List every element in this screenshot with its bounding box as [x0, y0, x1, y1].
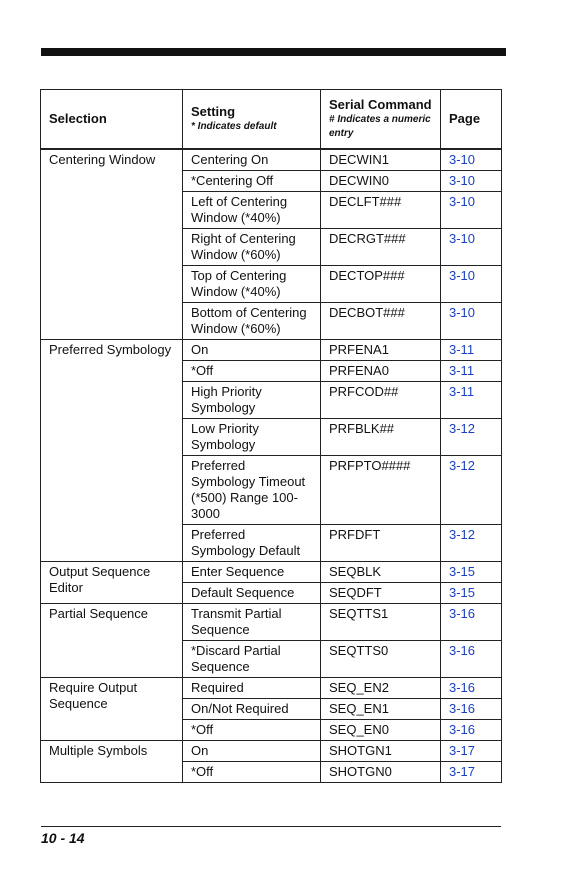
serial-command-table [40, 89, 502, 783]
page-link[interactable]: 3-11 [441, 361, 502, 382]
setting-cell: Preferred Symbology Timeout (*500) Range 100-3000 [183, 456, 321, 525]
setting-cell: Top of Centering Window (*40%) [183, 266, 321, 303]
header-selection [41, 90, 183, 150]
serial-command-cell: PRFCOD## [321, 382, 441, 419]
page-link[interactable]: 3-16 [441, 641, 502, 678]
selection-cell: Require Output Sequence [41, 678, 183, 741]
header-page [441, 90, 502, 150]
table-row [41, 562, 502, 583]
setting-cell: *Off [183, 762, 321, 783]
setting-cell: Transmit Partial Sequence [183, 604, 321, 641]
selection-cell: Partial Sequence [41, 604, 183, 678]
serial-command-cell: PRFPTO#### [321, 456, 441, 525]
selection-cell: Multiple Symbols [41, 741, 183, 783]
page-link[interactable]: 3-17 [441, 762, 502, 783]
serial-command-cell: PRFENA0 [321, 361, 441, 382]
page-link[interactable]: 3-15 [441, 583, 502, 604]
setting-cell: *Off [183, 361, 321, 382]
table-row [41, 340, 502, 361]
header-setting-note: * Indicates default [191, 121, 277, 132]
page-link[interactable]: 3-12 [441, 419, 502, 456]
header-serial-command-label: Serial Command [329, 97, 432, 112]
setting-cell: On [183, 340, 321, 361]
header-setting [183, 90, 321, 150]
header-serial-command [321, 90, 441, 150]
serial-command-cell: SEQDFT [321, 583, 441, 604]
setting-cell: Low Priority Symbology [183, 419, 321, 456]
setting-cell: Default Sequence [183, 583, 321, 604]
page-link[interactable]: 3-16 [441, 604, 502, 641]
setting-cell: On/Not Required [183, 699, 321, 720]
selection-cell: Centering Window [41, 149, 183, 340]
header-serial-note: # Indicates a numeric entry [329, 114, 431, 139]
table-header-row [41, 90, 502, 150]
page-link[interactable]: 3-10 [441, 303, 502, 340]
serial-command-cell: PRFBLK## [321, 419, 441, 456]
page-link[interactable]: 3-10 [441, 171, 502, 192]
page-link[interactable]: 3-10 [441, 192, 502, 229]
top-rule [41, 48, 506, 56]
table-row [41, 149, 502, 171]
page-link[interactable]: 3-16 [441, 720, 502, 741]
serial-command-cell: DECWIN0 [321, 171, 441, 192]
setting-cell: Required [183, 678, 321, 699]
serial-command-cell: DECBOT### [321, 303, 441, 340]
serial-command-cell: DECRGT### [321, 229, 441, 266]
page-link[interactable]: 3-10 [441, 266, 502, 303]
table-row [41, 678, 502, 699]
serial-command-cell: SHOTGN0 [321, 762, 441, 783]
page-link[interactable]: 3-12 [441, 456, 502, 525]
setting-cell: *Off [183, 720, 321, 741]
page-link[interactable]: 3-11 [441, 340, 502, 361]
serial-command-cell: PRFDFT [321, 525, 441, 562]
bottom-rule [41, 826, 501, 827]
page-link[interactable]: 3-10 [441, 229, 502, 266]
header-setting-label: Setting [191, 104, 236, 119]
serial-command-cell: SEQTTS1 [321, 604, 441, 641]
selection-cell: Preferred Symbology [41, 340, 183, 562]
serial-command-cell: SEQ_EN1 [321, 699, 441, 720]
table-row [41, 604, 502, 641]
serial-command-cell: SEQTTS0 [321, 641, 441, 678]
page-link[interactable]: 3-17 [441, 741, 502, 762]
page-link[interactable]: 3-16 [441, 678, 502, 699]
setting-cell: Enter Sequence [183, 562, 321, 583]
serial-command-cell: SEQBLK [321, 562, 441, 583]
setting-cell: Right of Centering Window (*60%) [183, 229, 321, 266]
serial-command-cell: SEQ_EN2 [321, 678, 441, 699]
serial-command-cell: SEQ_EN0 [321, 720, 441, 741]
setting-cell: Centering On [183, 149, 321, 171]
setting-cell: Bottom of Centering Window (*60%) [183, 303, 321, 340]
serial-command-cell: DECLFT### [321, 192, 441, 229]
serial-command-cell: SHOTGN1 [321, 741, 441, 762]
setting-cell: On [183, 741, 321, 762]
setting-cell: *Centering Off [183, 171, 321, 192]
setting-cell: *Discard Partial Sequence [183, 641, 321, 678]
page-number: 10 - 14 [41, 830, 85, 846]
page-link[interactable]: 3-11 [441, 382, 502, 419]
table-row [41, 741, 502, 762]
table-body [41, 149, 502, 783]
selection-cell: Output Sequence Editor [41, 562, 183, 604]
page-link[interactable]: 3-12 [441, 525, 502, 562]
setting-cell: Preferred Symbology Default [183, 525, 321, 562]
serial-command-cell: PRFENA1 [321, 340, 441, 361]
setting-cell: Left of Centering Window (*40%) [183, 192, 321, 229]
header-selection-label: Selection [49, 111, 107, 126]
header-page-label: Page [449, 111, 481, 126]
page-link[interactable]: 3-15 [441, 562, 502, 583]
serial-command-cell: DECWIN1 [321, 149, 441, 171]
page-link[interactable]: 3-16 [441, 699, 502, 720]
setting-cell: High Priority Symbology [183, 382, 321, 419]
page-link[interactable]: 3-10 [441, 149, 502, 171]
serial-command-cell: DECTOP### [321, 266, 441, 303]
